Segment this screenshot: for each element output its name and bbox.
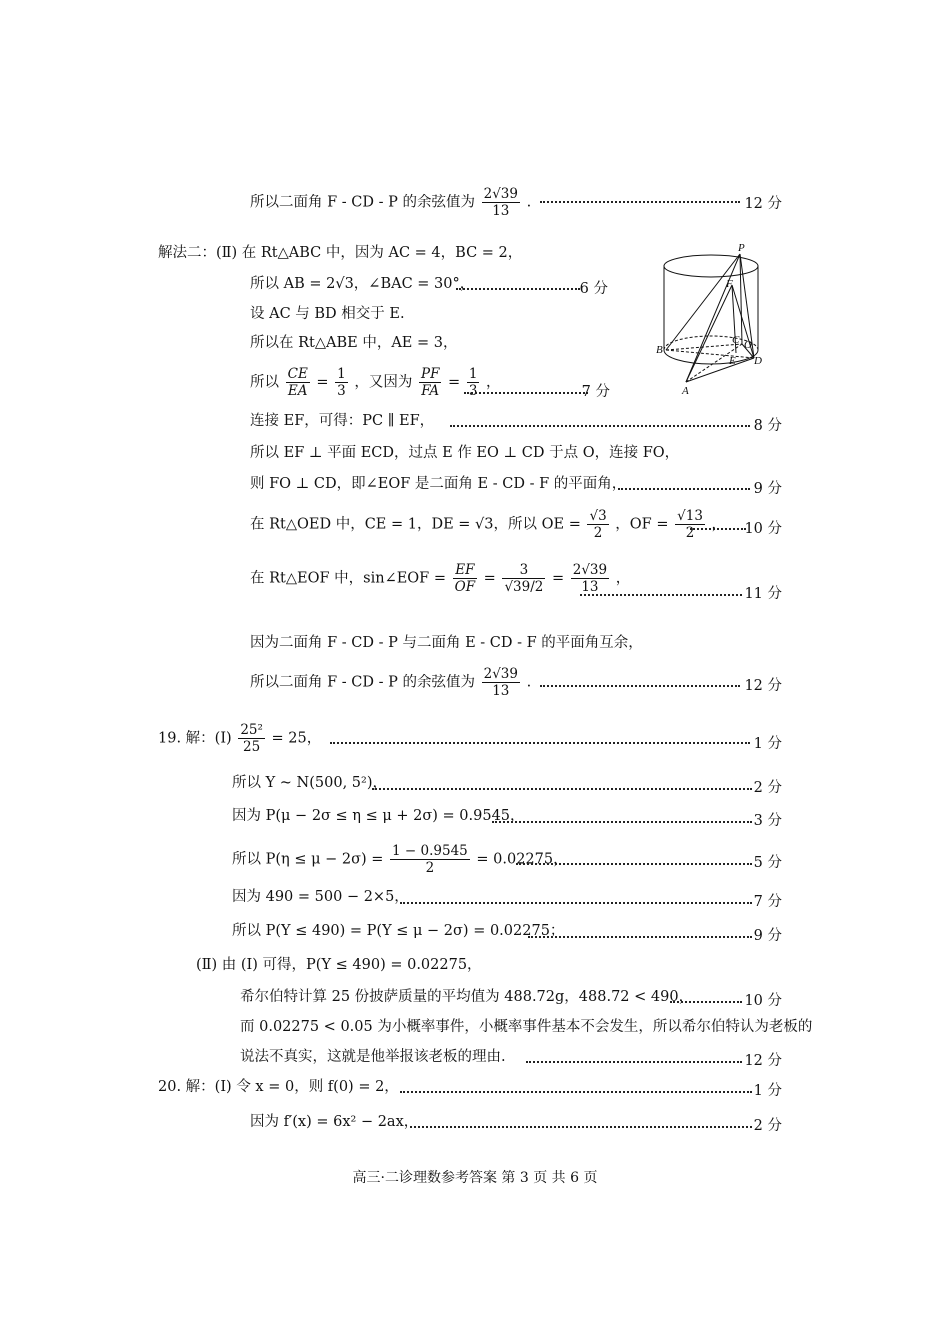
line-average: 希尔伯特计算 25 份披萨质量的平均值为 488.72g，488.72 < 490， — [240, 989, 694, 1005]
edge-fa — [686, 285, 732, 382]
fraction — [675, 508, 705, 541]
denominator: 13 — [492, 203, 510, 219]
fraction — [390, 843, 470, 876]
denominator: 13 — [581, 579, 599, 595]
text: ，又因为 — [354, 374, 413, 391]
line-cosine-result-2 — [250, 666, 531, 699]
leader-dots — [540, 201, 740, 203]
score-label: 8 分 — [753, 418, 782, 434]
text: ， — [615, 570, 631, 587]
edge-pb — [666, 254, 740, 350]
label-e: E — [729, 355, 736, 367]
line-prob-interval: 因为 P(μ − 2σ ≤ η ≤ μ + 2σ) = 0.9545， — [232, 808, 525, 824]
fraction — [419, 366, 441, 399]
numerator: PF — [420, 366, 440, 382]
fraction — [482, 186, 520, 219]
line-plane-angle: 则 FO ⊥ CD，即∠EOF 是二面角 E - CD - F 的平面角， — [250, 476, 627, 492]
leader-dots — [330, 742, 750, 744]
numerator: 2√39 — [572, 562, 608, 578]
denominator: 25 — [243, 739, 261, 755]
numerator: 2√39 — [483, 186, 518, 202]
score-label: 12 分 — [744, 196, 782, 212]
leader-dots — [690, 528, 746, 530]
leader-dots — [618, 488, 750, 490]
score-label: 12 分 — [744, 678, 782, 694]
score-label: 9 分 — [753, 481, 782, 497]
numerator: √3 — [589, 508, 607, 524]
line-sine: 在 Rt△EOF 中，sin∠EOF = $\frac{EF}{OF}$ = $\frac{3}{√39/2}$ = $\frac{2√39}{13}$ ， — [250, 562, 631, 595]
line-reason: 说法不真实，这就是他举报该老板的理由. — [240, 1049, 506, 1065]
leader-dots — [526, 1061, 742, 1063]
leader-dots — [464, 392, 588, 394]
denominator: FA — [421, 383, 440, 399]
fraction — [587, 508, 608, 541]
label-o: O — [744, 339, 752, 351]
line-490: 因为 490 = 500 − 2×5， — [232, 889, 409, 905]
score-label: 1 分 — [753, 736, 782, 752]
line-derivative: 因为 f′(x) = 6x² − 2ax， — [250, 1114, 419, 1130]
text: ，OF = — [615, 516, 669, 533]
line-q20-start: 20. 解：(Ⅰ) 令 x = 0，则 f(0) = 2， — [158, 1079, 399, 1095]
denominator: 2 — [425, 860, 435, 876]
line-complementary: 因为二面角 F - CD - P 与二面角 E - CD - F 的平面角互余， — [250, 635, 643, 651]
line-small-prob: 而 0.02275 < 0.05 为小概率事件，小概率事件基本不会发生，所以希尔伯特认为老板的 — [240, 1019, 813, 1035]
text: = — [448, 374, 461, 391]
leader-dots — [456, 288, 580, 290]
line-connect-ef: 连接 EF，可得：PC ∥ EF， — [250, 413, 435, 429]
score-label: 7 分 — [753, 894, 782, 910]
leader-dots — [540, 685, 740, 687]
edge-bd — [666, 350, 754, 358]
denominator: EA — [287, 383, 308, 399]
fraction — [482, 666, 520, 699]
label-c: C — [732, 334, 740, 346]
line-part-two: (Ⅱ) 由 (Ⅰ) 可得，P(Y ≤ 490) = 0.02275， — [196, 957, 482, 973]
text: . — [526, 194, 532, 211]
fraction — [453, 562, 477, 595]
cylinder-figure — [656, 240, 790, 396]
leader-dots — [410, 1126, 752, 1128]
score-label: 5 分 — [753, 855, 782, 871]
fraction — [286, 366, 310, 399]
denominator: OF — [454, 579, 476, 595]
numerator: 1 — [468, 366, 478, 382]
leader-dots — [670, 1001, 742, 1003]
text: = 0.02275， — [476, 851, 568, 868]
text: ， — [711, 516, 727, 533]
denominator: √39/2 — [504, 579, 544, 595]
score-label: 3 分 — [753, 813, 782, 829]
page-footer: 高三·二诊理数参考答案 第 3 页 共 6 页 — [352, 1170, 598, 1186]
line-oe-of — [250, 508, 726, 541]
line-q19-start — [158, 722, 321, 755]
text: 在 Rt△OED 中，CE = 1，DE = √3，所以 OE = — [250, 516, 581, 533]
line-method-two-heading: 解法二：(Ⅱ) 在 Rt△ABC 中，因为 AC = 4，BC = 2， — [158, 245, 523, 261]
line-prob-490: 所以 P(Y ≤ 490) = P(Y ≤ μ − 2σ) = 0.02275； — [232, 923, 565, 939]
fraction — [467, 366, 480, 399]
leader-dots — [492, 821, 752, 823]
denominator: 3 — [337, 383, 346, 399]
line-ef-perpendicular: 所以 EF ⊥ 平面 ECD，过点 E 作 EO ⊥ CD 于点 O，连接 FO， — [250, 445, 680, 461]
text: = — [316, 374, 329, 391]
fraction — [335, 366, 348, 399]
line-normal-dist: 所以 Y ~ N(500, 5²)， — [232, 775, 387, 791]
fraction — [238, 722, 265, 755]
line-intersection: 设 AC 与 BD 相交于 E. — [250, 306, 405, 322]
score-label: 1 分 — [753, 1083, 782, 1099]
score-label: 9 分 — [753, 928, 782, 944]
leader-dots — [372, 788, 752, 790]
label-a: A — [682, 385, 689, 396]
text: 19. 解：(Ⅰ) — [158, 730, 232, 747]
numerator: 3 — [502, 562, 545, 579]
score-label: 10 分 — [744, 993, 782, 1009]
line-ae: 所以在 Rt△ABE 中，AE = 3， — [250, 335, 458, 351]
score-label: 2 分 — [753, 780, 782, 796]
leader-dots — [400, 1091, 752, 1093]
numerator: EF — [453, 562, 477, 579]
label-d: D — [754, 355, 762, 367]
denominator: 13 — [492, 683, 510, 699]
fraction — [502, 562, 545, 595]
numerator: 2√39 — [483, 666, 518, 682]
leader-dots — [450, 425, 750, 427]
numerator: 1 − 0.9545 — [392, 843, 468, 859]
numerator: 1 — [337, 366, 346, 382]
denominator: 2 — [593, 525, 603, 541]
numerator: 25² — [240, 722, 263, 738]
line-cosine-result-1 — [250, 186, 531, 219]
score-label: 6 分 — [579, 281, 608, 297]
numerator: CE — [287, 366, 308, 382]
line-ab-length: 所以 AB = 2√3，∠BAC = 30°， — [250, 276, 475, 292]
leader-dots — [516, 863, 752, 865]
denominator: 3 — [468, 383, 478, 399]
text: 所以二面角 F - CD - P 的余弦值为 — [250, 674, 475, 691]
label-f: F — [726, 278, 733, 290]
text: 所以 — [250, 374, 279, 391]
leader-dots — [528, 936, 752, 938]
label-b: B — [656, 344, 663, 356]
leader-dots — [400, 902, 752, 904]
score-label: 7 分 — [581, 384, 610, 400]
leader-dots — [580, 594, 742, 596]
fraction — [571, 562, 609, 595]
denominator: 2 — [685, 525, 695, 541]
text: = 25， — [271, 730, 322, 747]
score-label: 2 分 — [753, 1118, 782, 1134]
text: 所以二面角 F - CD - P 的余弦值为 — [250, 194, 475, 211]
line-prob-tail — [232, 843, 568, 876]
score-label: 12 分 — [744, 1053, 782, 1069]
line-ratios — [250, 366, 501, 399]
label-p: P — [738, 242, 745, 254]
text: 在 Rt△EOF 中，sin∠EOF = — [250, 570, 447, 587]
text: ， — [486, 374, 501, 391]
numerator: √13 — [677, 508, 703, 524]
top-ellipse — [664, 255, 758, 277]
text: . — [526, 674, 532, 691]
score-label: 11 分 — [744, 586, 782, 602]
text: 所以 P(η ≤ μ − 2σ) = — [232, 851, 384, 868]
score-label: 10 分 — [744, 521, 782, 537]
